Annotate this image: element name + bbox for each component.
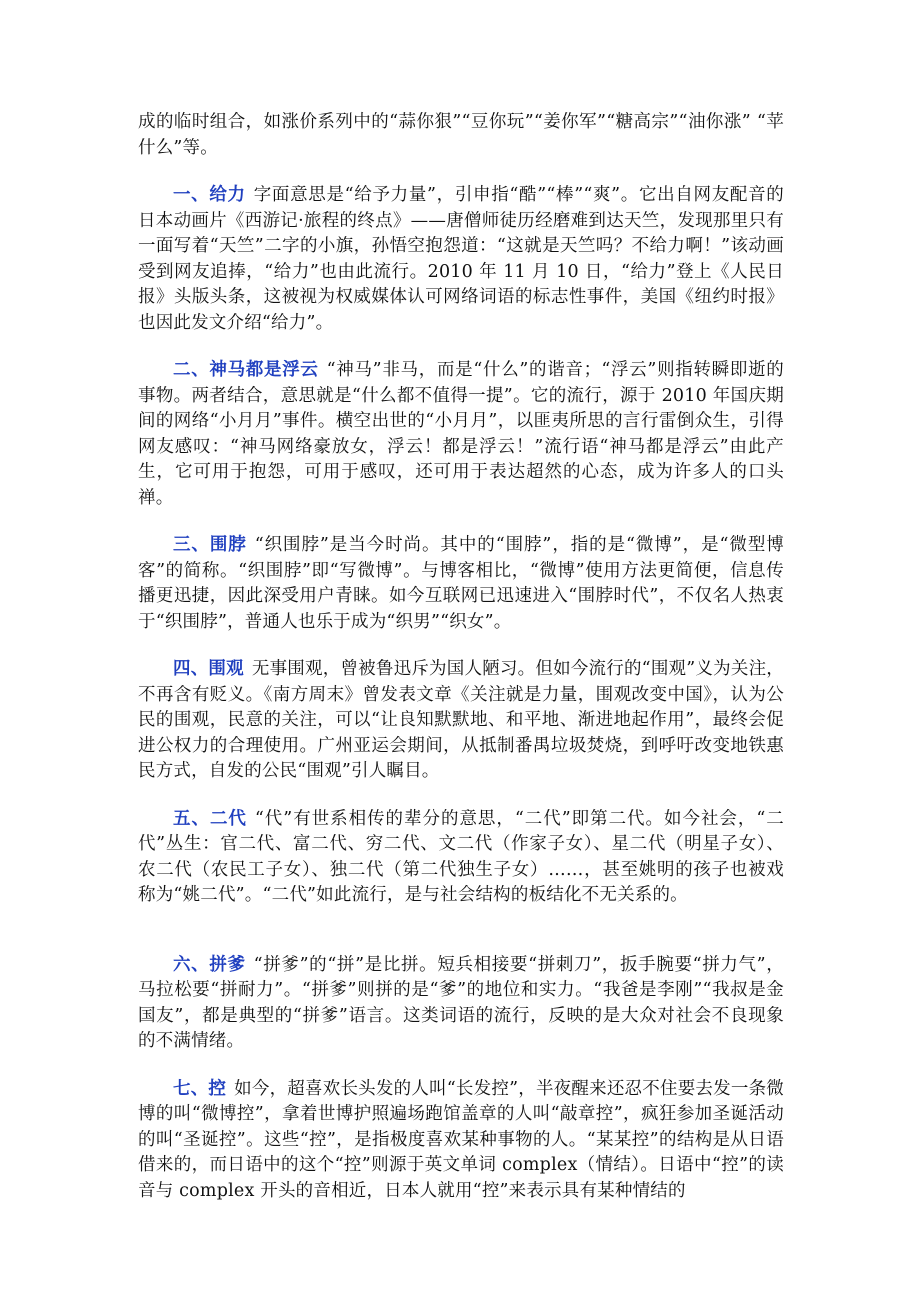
intro-paragraph: 成的临时组合，如涨价系列中的“蒜你狠”“豆你玩”“姜你军”“糖高宗”“油你涨” “苹什么”等。	[138, 112, 784, 158]
section-body: 无事围观，曾被鲁迅斥为国人陋习。但如今流行的“围观”义为关注，不再含有贬义。《南方周末》曾发表文章《关注就是力量，围观改变中国》，认为公民的围观，民意的关注，可以“让良知默默地、和平地、渐进地起作用”，最终会促进公权力的合理使用。广州亚运会期间，从抵制番禺垃圾焚烧，到呼吁改变地铁惠民方式，自发的公民“围观”引人瞩目。	[138, 659, 784, 781]
section-geili	[138, 183, 784, 336]
document-page	[138, 110, 784, 1226]
section-body: “织围脖”是当今时尚。其中的“围脖”，指的是“微博”，是“微型博客”的简称。“织围脖”即“写微博”。与博客相比，“微博”使用方法更简便，信息传播更迅捷，因此深受用户青睐。如今互联网已迅速进入“围脖时代”，不仅名人热衷于“织围脖”，普通人也乐于成为“织男”“织女”。	[138, 535, 784, 632]
section-body: “神马”非马，而是“什么”的谐音；“浮云”则指转瞬即逝的事物。两者结合，意思就是“什么都不值得一提”。它的流行，源于 2010 年国庆期间的网络“小月月”事件。横空出世的“小月月”，以匪夷所思的言行雷倒众生，引得网友感叹：“神马网络豪放女，浮云！都是浮云！”流行语“神马都是浮云”由此产生，它可用于抱怨，可用于感叹，还可用于表达超然的心态，成为许多人的口头禅。	[138, 360, 784, 508]
section-heading: 三、围脖	[173, 535, 247, 555]
section-body: 如今，超喜欢长头发的人叫“长发控”，半夜醒来还忍不住要去发一条微博的叫“微博控”，拿着世博护照遍场跑馆盖章的人叫“敲章控”，疯狂参加圣诞活动的叫“圣诞控”。这些“控”，是指极度喜欢某种事物的人。“某某控”的结构是从日语借来的，而日语中的这个“控”则源于英文单词 complex（情结）。日语中“控”的读音与 complex 开头的音相近，日本人就用“控”来表示具有某种情结的	[138, 1078, 784, 1201]
section-body: 字面意思是“给予力量”，引申指“酷”“棒”“爽”。它出自网友配音的日本动画片《西游记·旅程的终点》——唐僧师徒历经磨难到达天竺，发现那里只有一面写着“天竺”二字的小旗，孙悟空抱怨道：“这就是天竺吗？不给力啊！”该动画受到网友追捧，“给力”也由此流行。2010 年 11 月 10 日，“给力”登上《人民日报》头版头条，这被视为权威媒体认可网络词语的标志性事件，美国《纽约时报》也因此发文介绍“给力”。	[138, 185, 784, 333]
section-pindie	[138, 953, 784, 1055]
section-erdai	[138, 807, 784, 909]
section-weibo	[138, 533, 784, 635]
section-heading: 七、控	[173, 1078, 227, 1099]
section-heading: 一、给力	[173, 185, 246, 205]
section-shenma	[138, 358, 784, 511]
section-body: “代”有世系相传的辈分的意思，“二代”即第二代。如今社会，“二代”丛生：官二代、富二代、穷二代、文二代（作家子女）、星二代（明星子女）、农二代（农民工子女）、独二代（第二代独生子女）……，甚至姚明的孩子也被戏称为“姚二代”。“二代”如此流行，是与社会结构的板结化不无关系的。	[138, 808, 784, 905]
section-heading: 五、二代	[173, 808, 247, 829]
section-weiguan	[138, 657, 784, 785]
section-heading: 六、拼爹	[173, 954, 246, 975]
section-kong	[138, 1077, 784, 1205]
section-heading: 二、神马都是浮云	[173, 360, 319, 380]
section-heading: 四、围观	[173, 659, 244, 679]
section-body: “拼爹”的“拼”是比拼。短兵相接要“拼刺刀”，扳手腕要“拼力气”，马拉松要“拼耐力”。“拼爹”则拼的是“爹”的地位和实力。“我爸是李刚”“我叔是金国友”，都是典型的“拼爹”语言。这类词语的流行，反映的是大众对社会不良现象的不满情绪。	[138, 954, 784, 1051]
